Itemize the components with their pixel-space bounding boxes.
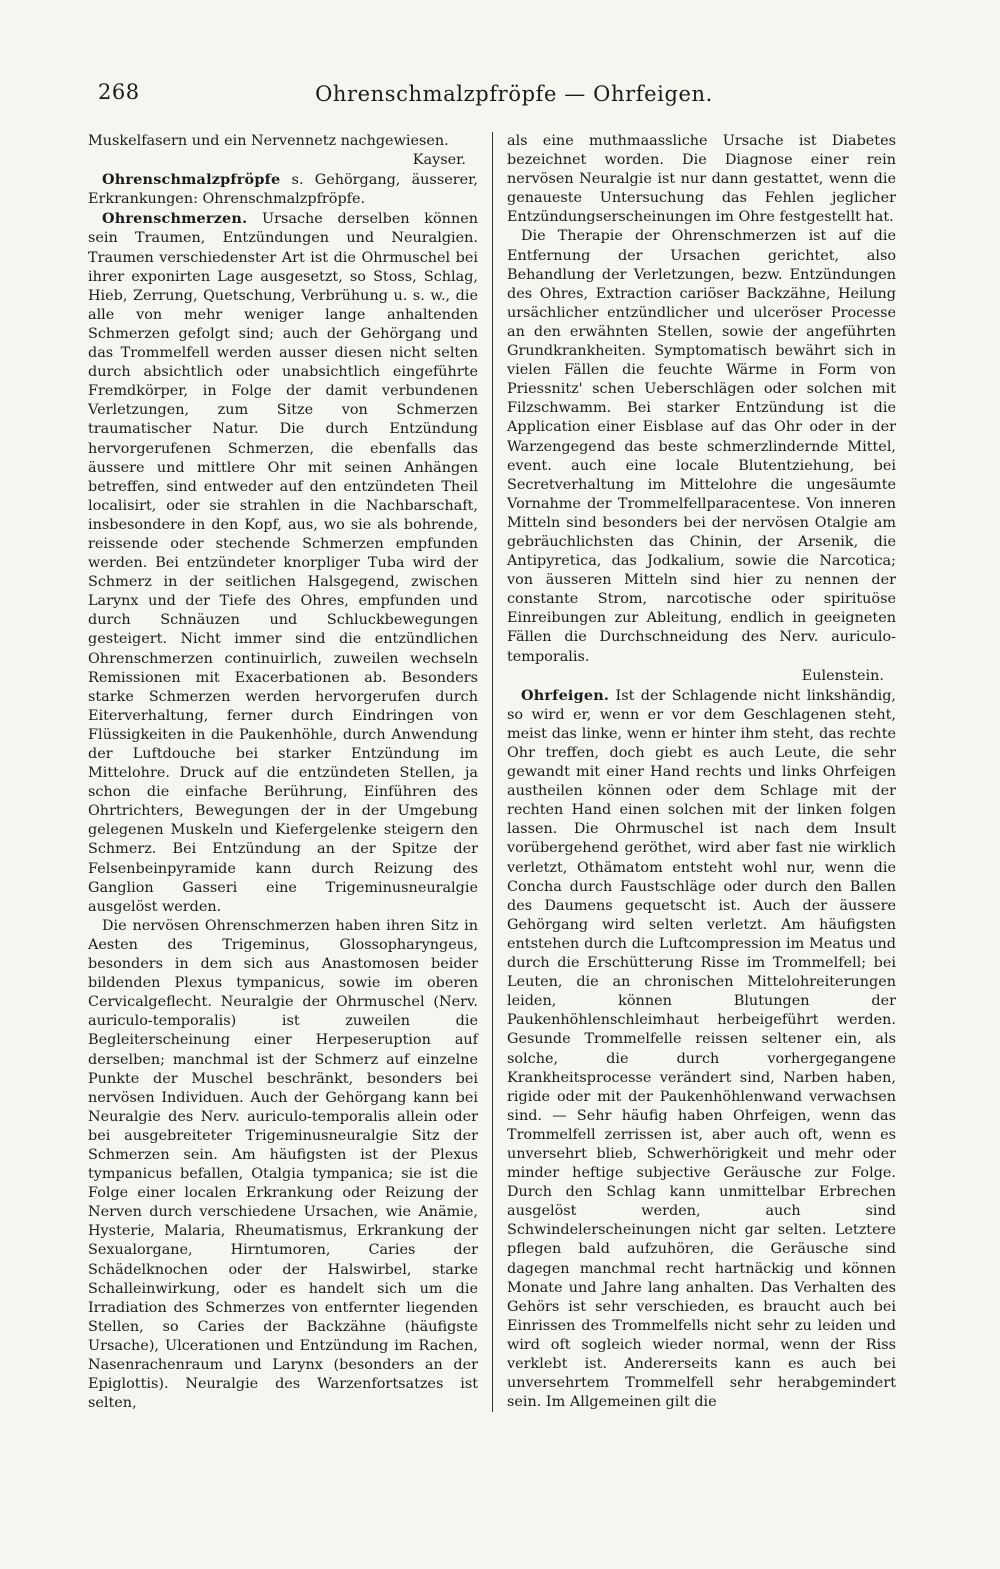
text-columns: [88, 132, 940, 1413]
paragraph-text: Die Therapie der Ohrenschmerzen ist auf die Entfernung der Ursachen gerichtet, also Behandlung der Verletzungen, bezw. Entzündungen des Ohres, Extraction cariöser Backzähne, Heilung ursächlicher entzündlicher und ulceröser Processe an den erwähnten Stellen, sowie der angeführten Grundkrankheiten. Symptomatisch bewährt sich in vielen Fällen die feuchte Wärme in Form von Priessnitz' schen Ueberschlägen oder solchen mit Filzschwamm. Bei starker Entzündung ist die Application einer Eisblase auf das Ohr oder in der Warzengegend das beste schmerzlindernde Mittel, event. auch eine locale Blutentziehung, bei Secretverhaltung im Mittelohre die ungesäumte Vornahme der Trommelfellparacentese. Von inneren Mitteln sind besonders bei der nervösen Otalgie am gebräuchlichsten das Chinin, der Arsenik, die Antipyretica, das Jodkalium, sowie die Narcotica; von äusseren Mitteln sind hier zu nennen der constante Strom, narcotische oder spirituöse Einreibungen zur Ableitung, endlich in geeigneten Fällen die Durchschneidung des Nerv. auriculo-temporalis.: [507, 228, 896, 665]
page-number: 268: [98, 80, 140, 104]
paragraph: [88, 132, 478, 170]
entry-heading: Ohrenschmalzpfröpfe: [102, 171, 281, 189]
paragraph-text: Ursache derselben können sein Traumen, Entzündungen und Neuralgien. Traumen verschiedenster Art ist die Ohrmuschel bei ihrer exponirten Lage ausgesetzt, so Stoss, Schlag, Hieb, Zerrung, Quetschung, Verbrühung u. s. w., die alle von mehr weniger lange anhaltenden Schmerzen gefolgt sind; auch der Gehörgang und das Trommelfell werden ausser diesen nicht selten durch absichtlich oder unabsichtlich eingeführte Fremdkörper, in Folge der damit verbundenen Verletzungen, zum Sitze von Schmerzen traumatischer Natur. Die durch Entzündung hervorgerufenen Schmerzen, die ebenfalls das äussere und mittlere Ohr mit seinen Anhängen betreffen, sind entweder auf den entzündeten Theil localisirt, oder sie strahlen in die Nachbarschaft, insbesondere in den Kopf, aus, wo sie als bohrende, reissende oder stechende Schmerzen empfunden werden. Bei entzündeter knorpliger Tuba wird der Schmerz in der seitlichen Halsgegend, zwischen Larynx und der Tiefe des Ohres, empfunden und durch Schnäuzen und Schluckbewegungen gesteigert. Nicht immer sind die entzündlichen Ohrenschmerzen continuirlich, zuweilen wechseln Remissionen mit Exacerbationen ab. Besonders starke Schmerzen werden hervorgerufen durch Eiterverhaltung, ferner durch Eindringen von Flüssigkeiten in die Paukenhöhle, durch Anwendung der Luftdouche bei starker Entzündung im Mittelohre. Druck auf die entzündeten Stellen, ja schon die einfache Berührung, Einführen des Ohrtrichters, Bewegungen der in der Umgebung gelegenen Muskeln und Kiefergelenke steigern den Schmerz. Bei Entzündung an der Spitze der Felsenbeinpyramide kann durch Reizung des Ganglion Gasseri eine Trigeminusneuralgie ausgelöst werden.: [88, 211, 478, 915]
right-column: [492, 132, 896, 1412]
entry-ohrenschmalzpfroepfe: [88, 170, 478, 209]
running-head: Ohrenschmalzpfröpfe — Ohrfeigen.: [315, 82, 713, 106]
entry-heading: Ohrfeigen.: [521, 686, 610, 704]
paragraph-text: Die nervösen Ohrenschmerzen haben ihren Sitz in Aesten des Trigeminus, Glossopharyngeus, besonders in dem sich aus Anastomosen beider bildenden Plexus tympanicus, sowie im oberen Cervicalgeflecht. Neuralgie der Ohrmuschel (Nerv. auriculo-temporalis) ist zuweilen die Begleiterscheinung einer Herpeseruption auf derselben; manchmal ist der Schmerz auf einzelne Punkte der Muschel beschränkt, besonders bei nervösen Individuen. Auch der Gehörgang kann bei Neuralgie des Nerv. auriculo-temporalis allein oder bei ausgebreiteter Trigeminusneuralgie Sitz der Schmerzen sein. Am häufigsten ist der Plexus tympanicus befallen, Otalgia tympanica; sie ist die Folge einer localen Erkrankung oder Reizung der Nerven durch verschiedene Ursachen, wie Anämie, Hysterie, Malaria, Rheumatismus, Erkrankung der Sexualorgane, Hirntumoren, Caries der Schädelknochen oder der Halswirbel, starke Schalleinwirkung, oder es handelt sich um die Irradiation des Schmerzes von entfernter liegenden Stellen, so Caries der Backzähne (häufigste Ursache), Ulcerationen und Entzündung im Rachen, Nasenrachenraum und Larynx (besonders an der Epiglottis). Neuralgie des Warzenfortsatzes ist selten,: [88, 917, 478, 1412]
paragraph: [507, 132, 896, 227]
entry-ohrenschmerzen: [88, 209, 478, 916]
paragraph-text: s. Gehörgang, äusserer, Erkrankungen: Ohrenschmalzpfröpfe.: [88, 172, 478, 208]
left-column: [88, 132, 492, 1413]
author-signature: Eulenstein.: [801, 667, 884, 684]
paragraph-text: als eine muthmaassliche Ursache ist Diabetes bezeichnet worden. Die Diagnose einer rein nervösen Neuralgie ist nur dann gestattet, wenn die genaueste Untersuchung das Fehlen jeglicher Entzündungserscheinungen im Ohre festgestellt hat.: [507, 133, 896, 226]
paragraph-text: Muskelfasern und ein Nervennetz nachgewiesen.: [88, 133, 449, 149]
entry-ohrfeigen: [507, 686, 896, 1413]
paragraph: [507, 227, 896, 685]
paragraph-text: Ist der Schlagende nicht linkshändig, so wird er, wenn er vor dem Geschlagenen steht, meist das linke, wenn er hinter ihm steht, das rechte Ohr treffen, doch giebt es auch Leute, die sehr gewandt mit einer Hand rechts und links Ohrfeigen austheilen können oder dem Schlage mit der rechten Hand einen solchen mit der linken folgen lassen. Die Ohrmuschel ist nach dem Insult vorübergehend geröthet, wird aber fast nie wirklich verletzt, Othämatom entsteht wohl nur, wenn die Concha durch Faustschläge oder durch den Ballen des Daumens gequetscht ist. Auch der äussere Gehörgang wird selten verletzt. Am häufigsten entstehen durch die Luftcompression im Meatus und durch die Erschütterung Risse im Trommelfell; bei Leuten, die an chronischen Mittelohreiterungen leiden, können Blutungen der Paukenhöhlenschleimhaut herbeigeführt werden. Gesunde Trommelfelle reissen seltener ein, als solche, die durch vorhergegangene Krankheitsprocesse verändert sind, Narben haben, rigide oder mit der Paukenhöhlenwand verwachsen sind. — Sehr häufig haben Ohrfeigen, wenn das Trommelfell zerrissen ist, aber auch oft, wenn es unversehrt blieb, Schwerhörigkeit und mehr oder minder heftige subjective Geräusche zur Folge. Durch den Schlag kann unmittelbar Erbrechen ausgelöst werden, auch sind Schwindelerscheinungen nicht gar selten. Letztere pflegen bald aufzuhören, die Geräusche sind dagegen manchmal recht hartnäckig und können Monate und Jahre lang anhalten. Das Verhalten des Gehörs ist sehr verschieden, es braucht auch bei Einrissen des Trommelfells nicht sehr zu leiden und wird oft sogleich wieder normal, wenn der Riss verklebt ist. Andererseits kann es auch bei unversehrtem Trommelfell sehr herabgemindert sein. Im Allgemeinen gilt die: [507, 687, 896, 1411]
paragraph: [88, 917, 478, 1413]
entry-heading: Ohrenschmerzen.: [102, 210, 248, 228]
author-signature: Kayser.: [412, 152, 466, 169]
page-header: [88, 80, 940, 120]
